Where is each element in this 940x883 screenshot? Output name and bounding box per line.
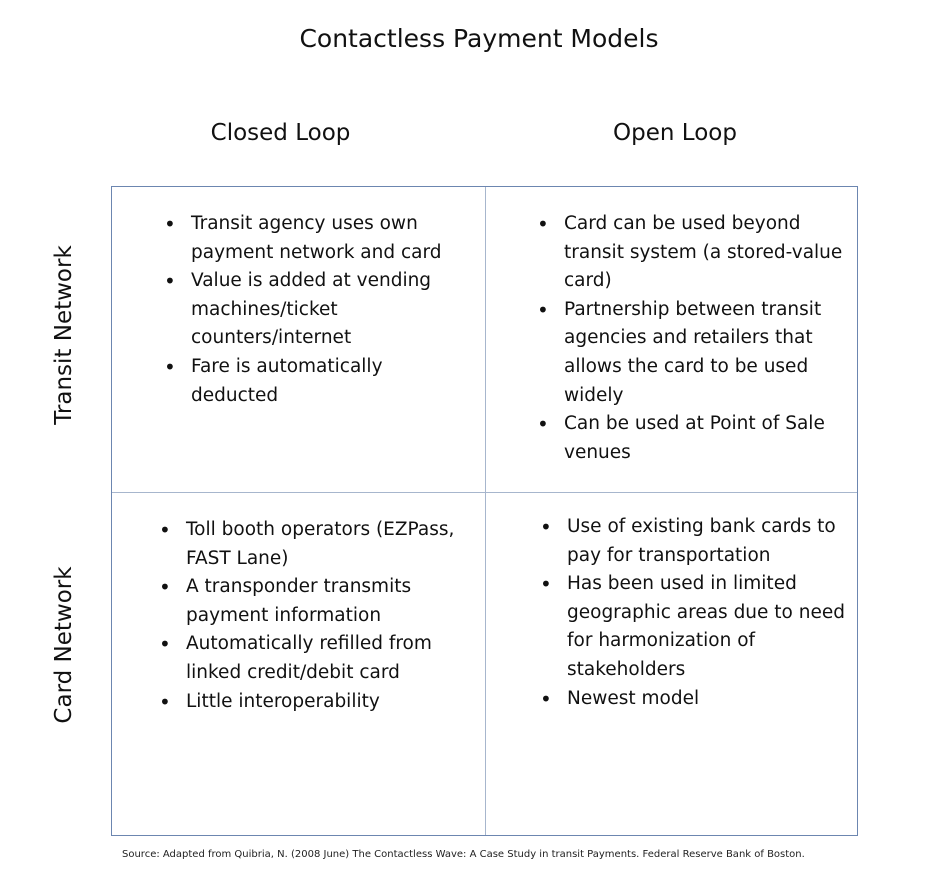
bullet-item: • Little interoperability bbox=[159, 688, 469, 717]
bullet-item: • A transponder transmits payment information bbox=[159, 573, 469, 630]
quadrant-transit-closed bbox=[164, 210, 474, 410]
bullet-item: • Fare is automatically deducted bbox=[164, 353, 474, 410]
quadrant-grid bbox=[111, 186, 858, 836]
bullet-item: • Automatically refilled from linked credit/debit card bbox=[159, 630, 469, 687]
bullet-item: • Card can be used beyond transit system (a stored-value card) bbox=[537, 210, 847, 296]
column-header-closed-loop: Closed Loop bbox=[210, 120, 351, 146]
column-header-open-loop: Open Loop bbox=[613, 120, 737, 146]
vertical-divider bbox=[485, 187, 486, 835]
bullet-item: • Has been used in limited geographic areas due to need for harmonization of stakeholders bbox=[540, 570, 850, 684]
quadrant-card-open bbox=[540, 513, 850, 713]
quadrant-card-closed bbox=[159, 516, 469, 716]
bullet-item: • Value is added at vending machines/ticket counters/internet bbox=[164, 267, 474, 353]
bullet-item: • Can be used at Point of Sale venues bbox=[537, 410, 847, 467]
quadrant-transit-open bbox=[537, 210, 847, 467]
bullet-item: • Toll booth operators (EZPass, FAST Lane) bbox=[159, 516, 469, 573]
source-citation: Source: Adapted from Quibria, N. (2008 June) The Contactless Wave: A Case Study in transit Payments. Federal Reserve Bank of Boston. bbox=[122, 849, 805, 860]
row-header-transit-network: Transit Network bbox=[51, 245, 77, 425]
diagram-title: Contactless Payment Models bbox=[299, 24, 659, 53]
bullet-item: • Newest model bbox=[540, 685, 850, 714]
bullet-item: • Partnership between transit agencies and retailers that allows the card to be used widely bbox=[537, 296, 847, 410]
row-header-card-network: Card Network bbox=[51, 566, 77, 724]
bullet-item: • Transit agency uses own payment network and card bbox=[164, 210, 474, 267]
horizontal-divider bbox=[112, 492, 857, 493]
bullet-item: • Use of existing bank cards to pay for transportation bbox=[540, 513, 850, 570]
